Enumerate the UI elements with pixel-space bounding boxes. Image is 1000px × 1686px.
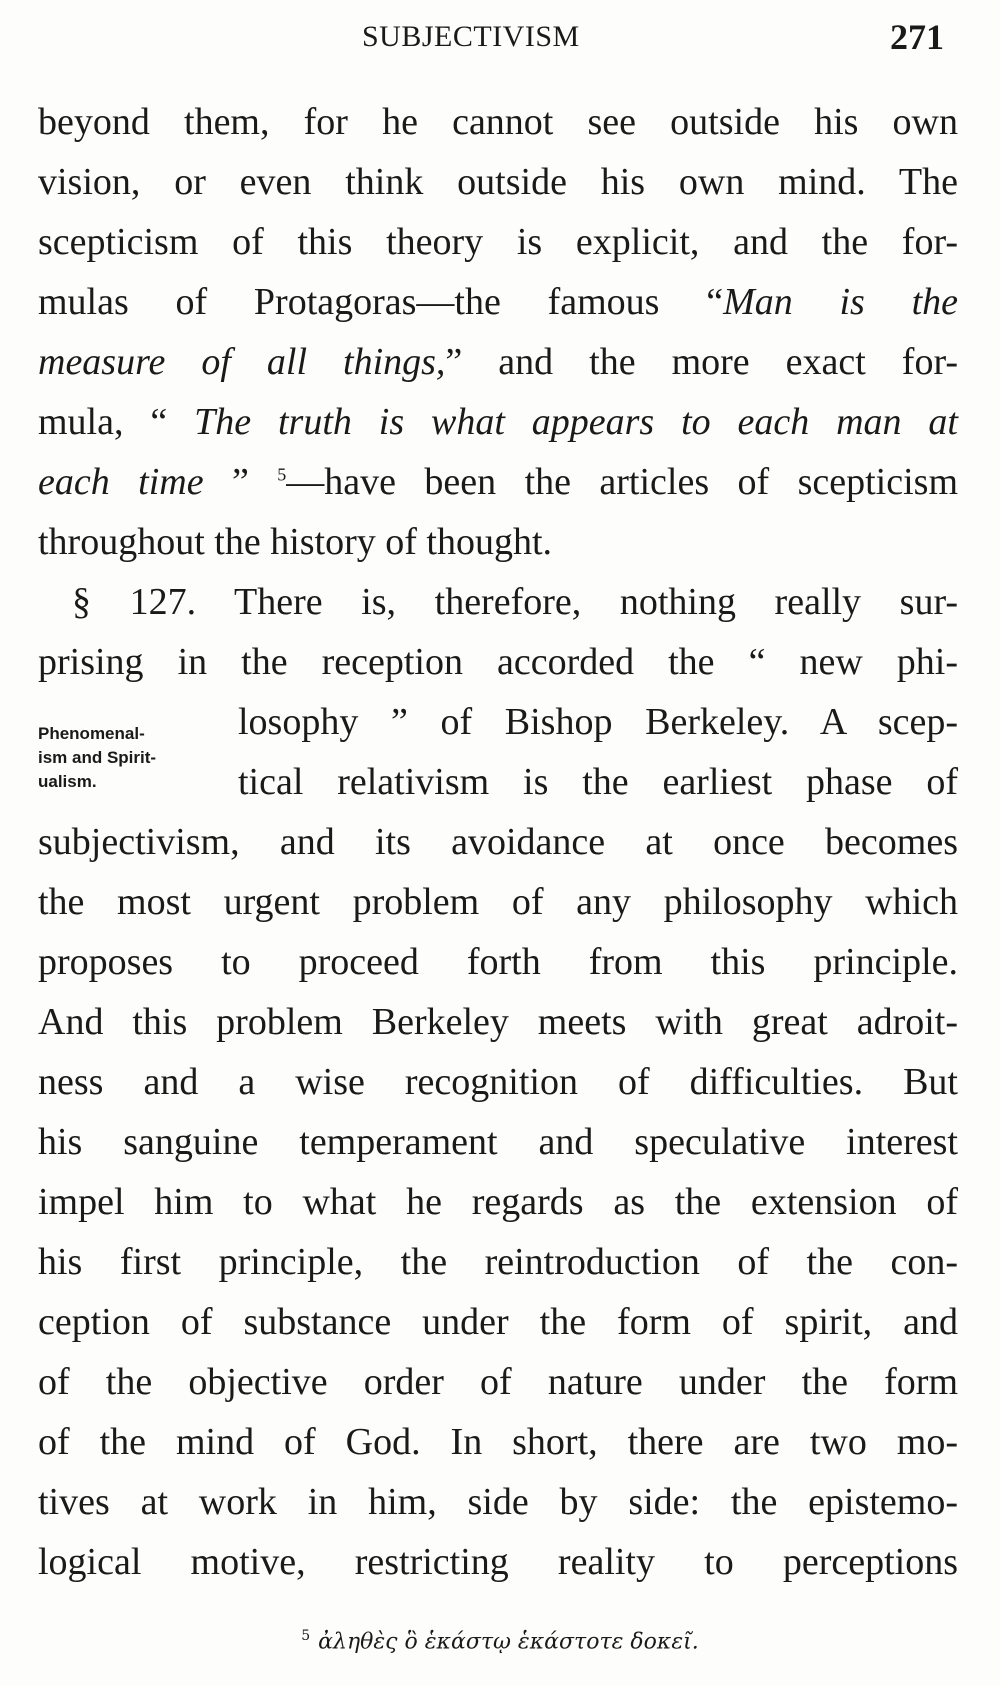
running-head bbox=[0, 14, 1000, 64]
italic-quote: measure of all things, bbox=[38, 341, 446, 383]
marginal-note-line: ism and Spirit- bbox=[38, 748, 157, 767]
text-line: And this problem Berkeley meets with great adroit- bbox=[38, 1001, 958, 1043]
text-span: ” bbox=[203, 461, 278, 503]
body-text bbox=[38, 92, 958, 1592]
text-span: mulas of Protagoras—the famous “ bbox=[38, 281, 724, 323]
italic-quote: The truth is what appears to each man at bbox=[194, 401, 958, 443]
text-line: subjectivism, and its avoidance at once becomes bbox=[38, 821, 958, 863]
text-line: losophy ” of Bishop Berkeley. A scep- bbox=[238, 701, 958, 743]
text-line: throughout the history of thought. bbox=[38, 521, 553, 563]
page-number: 271 bbox=[890, 17, 944, 57]
footnote bbox=[0, 1628, 1000, 1654]
text-line bbox=[38, 452, 958, 512]
italic-quote: each time bbox=[38, 461, 204, 503]
text-line bbox=[38, 272, 958, 332]
text-line: of the objective order of nature under the form bbox=[38, 1361, 958, 1403]
running-title: SUBJECTIVISM bbox=[362, 20, 580, 53]
text-line: vision, or even think outside his own mind. The bbox=[38, 161, 958, 203]
text-span: mula, “ bbox=[38, 401, 195, 443]
footnote-reference: 5 bbox=[277, 464, 287, 485]
text-line: ception of substance under the form of spirit, and bbox=[38, 1301, 958, 1343]
text-span: ” and the more exact for- bbox=[445, 341, 959, 383]
text-span: —have been the articles of scepticism bbox=[286, 461, 959, 503]
text-line: impel him to what he regards as the extension of bbox=[38, 1181, 958, 1223]
text-line: of the mind of God. In short, there are two mo- bbox=[38, 1421, 958, 1463]
marginal-note-line: Phenomenal- bbox=[38, 724, 145, 743]
text-line: his first principle, the reintroduction of the con- bbox=[38, 1241, 958, 1283]
text-line bbox=[38, 332, 958, 392]
text-line: prising in the reception accorded the “ new phi- bbox=[38, 641, 958, 683]
footnote-mark: 5 bbox=[301, 1628, 311, 1644]
text-line: proposes to proceed forth from this principle. bbox=[38, 941, 958, 983]
text-line: beyond them, for he cannot see outside his own bbox=[38, 101, 958, 143]
marginal-note-line: ualism. bbox=[38, 772, 97, 791]
text-line: tical relativism is the earliest phase of bbox=[238, 761, 958, 803]
italic-quote: Man is the bbox=[723, 281, 958, 323]
text-line: the most urgent problem of any philosophy which bbox=[38, 881, 958, 923]
text-line: ness and a wise recognition of difficulties. But bbox=[38, 1061, 958, 1103]
text-line bbox=[38, 392, 958, 452]
text-line: his sanguine temperament and speculative interest bbox=[38, 1121, 958, 1163]
footnote-text: ἀληθὲς ὃ ἑκάστῳ ἑκάστοτε δοκεῖ. bbox=[318, 1629, 699, 1655]
text-line: tives at work in him, side by side: the epistemo- bbox=[38, 1481, 958, 1523]
text-line: scepticism of this theory is explicit, and the for- bbox=[38, 221, 958, 263]
text-line: logical motive, restricting reality to perceptions bbox=[38, 1541, 958, 1583]
section-start-line: § 127. There is, therefore, nothing really sur- bbox=[72, 581, 958, 623]
